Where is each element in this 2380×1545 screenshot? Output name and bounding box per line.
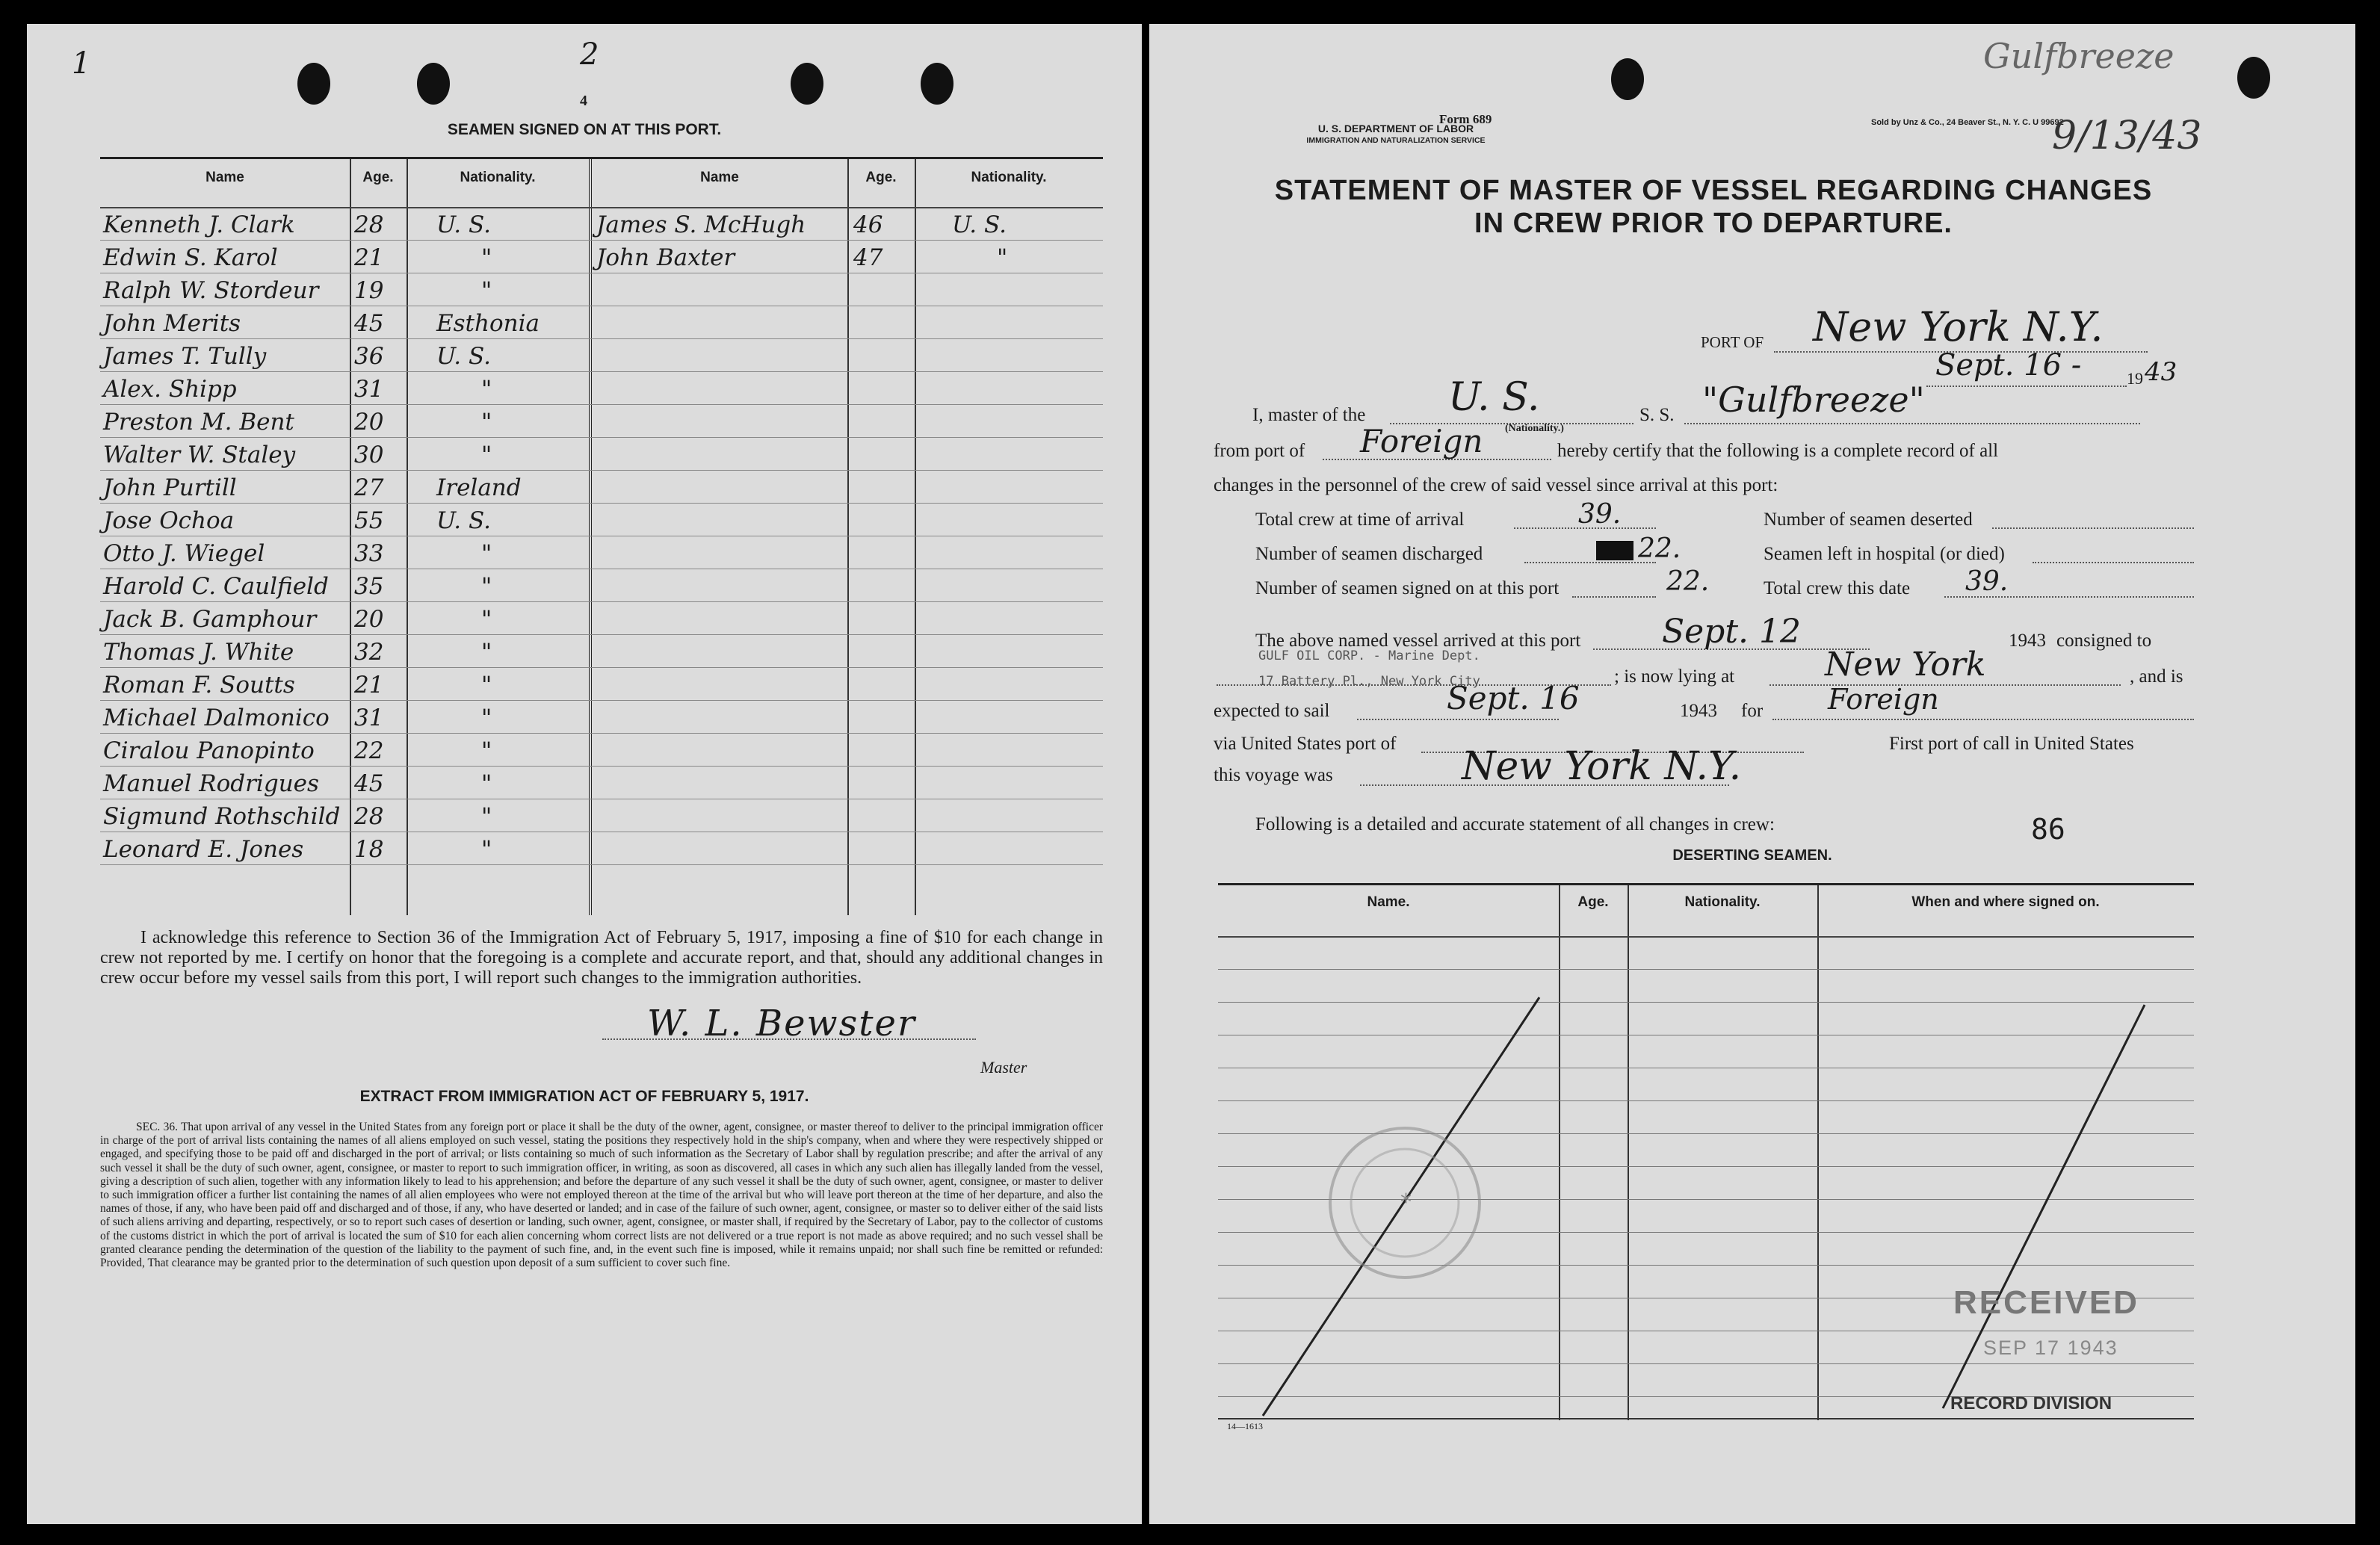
total-crew-date-label: Total crew this date bbox=[1764, 578, 1911, 598]
seaman-name: Jose Ochoa bbox=[103, 507, 235, 534]
lying-value: New York bbox=[1825, 645, 1986, 684]
vessel-nationality: U. S. bbox=[1448, 375, 1540, 420]
for-label: for bbox=[1741, 701, 1764, 721]
col-header-nationality: Nationality. bbox=[460, 170, 536, 185]
seaman-age: 19 bbox=[354, 277, 384, 304]
table-row bbox=[100, 240, 1103, 273]
signed-on-label: Number of seamen signed on at this port bbox=[1255, 578, 1560, 598]
seaman-name: Thomas J. White bbox=[103, 639, 294, 666]
seaman-nationality: " bbox=[481, 573, 492, 600]
year-print: 19 bbox=[2127, 369, 2143, 388]
col-header-signed-on: When and where signed on. bbox=[1911, 894, 2100, 910]
form-title: STATEMENT OF MASTER OF VESSEL REGARDING CHANGES bbox=[1274, 175, 2153, 206]
table-row bbox=[100, 306, 1103, 339]
seaman-nationality: " bbox=[481, 770, 492, 797]
table-row bbox=[100, 207, 1103, 241]
from-port-value: Foreign bbox=[1360, 423, 1483, 459]
corner-date: 9/13/43 bbox=[2052, 114, 2202, 158]
seaman-name: Roman F. Soutts bbox=[103, 672, 295, 699]
deserting-table bbox=[1218, 883, 2194, 1420]
expected-label: expected to sail bbox=[1214, 701, 1330, 721]
seaman-name: Ciralou Panopinto bbox=[103, 737, 315, 764]
seaman-name: John Baxter bbox=[596, 244, 735, 271]
year-value: 43 bbox=[2145, 357, 2177, 387]
discharged-label: Number of seamen discharged bbox=[1255, 544, 1483, 564]
right-page bbox=[1149, 24, 2355, 1524]
table-row bbox=[100, 799, 1103, 832]
seaman-name: Alex. Shipp bbox=[103, 376, 237, 403]
seaman-name: John Merits bbox=[103, 310, 241, 337]
consignee-line-2: 17 Battery Pl., New York City bbox=[1258, 674, 1480, 689]
seller-note: Sold by Unz & Co., 24 Beaver St., N. Y. C. U 99692 bbox=[1871, 118, 2064, 127]
extract-text: SEC. 36. That upon arrival of any vessel in the United States from any foreign port or place it shall be the duty of the owner, agent, consignee, or master thereof to deliver to the principal immigration officer in charge of the port of arrival lists containing the names of all aliens employed on such vessel, stating the positions they respectively hold in the ship's company, when and where they were respectively shipped or engaged, and specifying those to be paid off and discharged in the port of arrival; or lists containing so much of such information as the Secretary of Labor shall by regulation prescribe; and after the arrival of any such vessel it shall be the duty of such owner, agent, consignee, or master to report to such immigration officer, in writing, as soon as discovered, all cases in which any such alien has illegally landed from the vessel, giving a description of such alien, together with any information likely to lead to his apprehension; and before the departure of any such vessel it shall be the duty of such owner, agent, consignee, or master to deliver to such immigration officer a further list containing the names of all alien employees who were not employed thereon at the time of the arrival but who will leave port thereon at the time of her departure, and also the names of those, if any, who have been paid off and discharged and of those, if any, who have deserted or landed; and in case of the failure of such owner, agent, consignee, or master so to deliver either of the said lists of such aliens arriving and departing, respectively, or so to report such cases of desertion or landing, such owner, agent, consignee, or master shall, if required by the Secretary of Labor, pay to the collector of customs of the customs district in which the port of arrival is located the sum of $10 for each alien concerning whom correct lists are not delivered or a true report is not made as above required; and no such vessel shall be granted clearance pending the determination of the question of the liability to the payment of such fine, and, in the event such fine is imposed, while it remains unpaid; nor shall such fine be remitted or refunded: Provided, That clearance may be granted prior to the determination of such question upon deposit of a sum sufficient to cover such fine. bbox=[100, 1121, 1103, 1270]
left-page bbox=[27, 24, 1142, 1524]
seaman-nationality: " bbox=[481, 540, 492, 567]
seaman-nationality: " bbox=[481, 737, 492, 764]
seaman-age: 32 bbox=[354, 639, 384, 666]
consignee-line-1: GULF OIL CORP. - Marine Dept. bbox=[1258, 648, 1480, 663]
seaman-nationality: " bbox=[481, 639, 492, 666]
seaman-age: 36 bbox=[354, 343, 384, 370]
nationality-caption: (Nationality.) bbox=[1505, 423, 1564, 434]
acknowledgment-text: I acknowledge this reference to Section 36 of the Immigration Act of February 5, 1917, imposing a fine of $10 for each change in crew not reported by me. I certify on honor that the foregoing is a complete and accurate report, and that, should any additional changes in crew occur before my vessel sails from this port, I will report such changes to the immigration authorities. bbox=[100, 928, 1103, 988]
discharged-value: 22. bbox=[1638, 533, 1681, 564]
seaman-nationality: " bbox=[481, 836, 492, 863]
seaman-nationality: " bbox=[481, 803, 492, 830]
deserting-title: DESERTING SEAMEN. bbox=[1672, 847, 1832, 864]
via-label: via United States port of bbox=[1214, 734, 1397, 754]
form-subtitle: IN CREW PRIOR TO DEPARTURE. bbox=[1474, 208, 1953, 239]
lying-label: ; is now lying at bbox=[1614, 666, 1735, 687]
punch-hole bbox=[2237, 57, 2270, 99]
seaman-age: 20 bbox=[354, 606, 384, 633]
seaman-nationality: " bbox=[481, 376, 492, 403]
seaman-age: 20 bbox=[354, 409, 384, 436]
seaman-age: 21 bbox=[354, 244, 384, 271]
for-value: Foreign bbox=[1828, 683, 1939, 716]
seaman-name: James T. Tully bbox=[103, 343, 267, 370]
table-row bbox=[100, 569, 1103, 602]
seaman-age: 33 bbox=[354, 540, 384, 567]
table-row bbox=[100, 832, 1103, 865]
arrived-date: Sept. 12 bbox=[1662, 613, 1801, 651]
corner-mark: 2 bbox=[580, 37, 599, 72]
seaman-name: John Purtill bbox=[103, 474, 237, 501]
table-row bbox=[100, 437, 1103, 471]
service: IMMIGRATION AND NATURALIZATION SERVICE bbox=[1306, 136, 1486, 145]
corner-mark: 1 bbox=[72, 46, 91, 81]
expected-date: Sept. 16 bbox=[1447, 680, 1580, 716]
department: U. S. DEPARTMENT OF LABOR bbox=[1317, 123, 1474, 134]
punch-hole bbox=[1611, 58, 1644, 100]
punch-hole bbox=[417, 63, 450, 105]
punch-hole bbox=[297, 63, 330, 105]
seaman-name: Otto J. Wiegel bbox=[103, 540, 265, 567]
seaman-name: Harold C. Caulfield bbox=[103, 573, 329, 600]
following-text: Following is a detailed and accurate statement of all changes in crew: bbox=[1255, 814, 1775, 835]
seaman-age: 31 bbox=[354, 376, 384, 403]
seaman-nationality: " bbox=[481, 672, 492, 699]
punch-hole bbox=[791, 63, 823, 105]
sheet-number: 86 bbox=[2031, 813, 2065, 846]
seaman-nationality: U. S. bbox=[952, 211, 1007, 238]
seaman-age: 30 bbox=[354, 442, 384, 468]
seaman-age: 55 bbox=[354, 507, 384, 534]
voyage-label: this voyage was bbox=[1214, 765, 1333, 785]
master-signature: W. L. Bewster bbox=[647, 1003, 916, 1044]
col-header-age: Age. bbox=[362, 170, 394, 185]
seaman-age: 22 bbox=[354, 737, 384, 764]
port-label: PORT OF bbox=[1701, 333, 1764, 351]
seaman-name: Michael Dalmonico bbox=[103, 705, 330, 731]
footer-code: 14—1613 bbox=[1227, 1421, 1263, 1431]
seaman-nationality: U. S. bbox=[436, 507, 491, 534]
col-header-name-2: Name bbox=[700, 170, 739, 185]
table-row bbox=[100, 667, 1103, 701]
table-row bbox=[100, 601, 1103, 635]
total-crew-arrival-label: Total crew at time of arrival bbox=[1255, 510, 1465, 530]
voyage-value: New York N.Y. bbox=[1462, 744, 1742, 789]
total-crew-date: 39. bbox=[1965, 566, 2009, 597]
redaction-mark bbox=[1596, 541, 1633, 560]
received-stamp: RECEIVED bbox=[1953, 1284, 2139, 1321]
ship-name: "Gulfbreeze" bbox=[1702, 380, 1925, 420]
seaman-age: 45 bbox=[354, 770, 384, 797]
seaman-nationality: " bbox=[481, 244, 492, 271]
seaman-age: 47 bbox=[853, 244, 883, 271]
received-date-stamp: SEP 17 1943 bbox=[1983, 1337, 2118, 1359]
changes-text: changes in the personnel of the crew of said vessel since arrival at this port: bbox=[1214, 475, 1778, 495]
seaman-age: 28 bbox=[354, 211, 384, 238]
punch-hole bbox=[921, 63, 953, 105]
table-row bbox=[100, 733, 1103, 767]
form-number: Form 689 bbox=[1439, 112, 1492, 126]
table-row bbox=[100, 766, 1103, 799]
seaman-name: James S. McHugh bbox=[596, 211, 806, 238]
seaman-nationality: U. S. bbox=[436, 211, 491, 238]
seaman-nationality: " bbox=[997, 244, 1008, 271]
table-row bbox=[100, 470, 1103, 504]
seaman-age: 45 bbox=[354, 310, 384, 337]
seaman-nationality: " bbox=[481, 277, 492, 304]
seaman-nationality: " bbox=[481, 606, 492, 633]
master-label: Master bbox=[980, 1058, 1027, 1077]
seaman-nationality: U. S. bbox=[436, 343, 491, 370]
col-header-name: Name. bbox=[1367, 894, 1410, 910]
deserted-label: Number of seamen deserted bbox=[1764, 510, 1973, 530]
ss-label: S. S. bbox=[1639, 405, 1675, 425]
round-stamp bbox=[1308, 1109, 1502, 1296]
col-header-nationality: Nationality. bbox=[1684, 894, 1761, 910]
master-of-label: I, master of the bbox=[1252, 405, 1366, 425]
page-number: 4 bbox=[580, 93, 587, 109]
seaman-age: 27 bbox=[354, 474, 384, 501]
from-port-label: from port of bbox=[1214, 441, 1305, 461]
col-header-name: Name bbox=[205, 170, 244, 185]
table-row bbox=[100, 404, 1103, 438]
arrived-year: 1943 bbox=[2009, 631, 2046, 651]
seaman-nationality: Ireland bbox=[436, 474, 522, 501]
corner-ship-name: Gulfbreeze bbox=[1983, 36, 2175, 76]
seaman-name: Sigmund Rothschild bbox=[103, 803, 341, 830]
col-header-age: Age. bbox=[1577, 894, 1609, 910]
page-title: SEAMEN SIGNED ON AT THIS PORT. bbox=[447, 121, 722, 138]
seaman-age: 31 bbox=[354, 705, 384, 731]
date-value: Sept. 16 - bbox=[1935, 348, 2082, 383]
certify-text: hereby certify that the following is a complete record of all bbox=[1557, 441, 1999, 461]
svg-text:*: * bbox=[1400, 1189, 1412, 1216]
table-row bbox=[100, 503, 1103, 536]
crew-table bbox=[100, 157, 1103, 915]
seaman-name: Ralph W. Stordeur bbox=[103, 277, 319, 304]
table-row bbox=[100, 634, 1103, 668]
seaman-age: 46 bbox=[853, 211, 883, 238]
seaman-name: Walter W. Staley bbox=[103, 442, 296, 468]
seaman-age: 21 bbox=[354, 672, 384, 699]
table-row bbox=[100, 273, 1103, 306]
seaman-age: 18 bbox=[354, 836, 384, 863]
table-row bbox=[100, 700, 1103, 734]
table-row bbox=[100, 536, 1103, 569]
table-row bbox=[100, 338, 1103, 372]
seaman-nationality: " bbox=[481, 442, 492, 468]
arrived-label: The above named vessel arrived at this port bbox=[1255, 631, 1581, 651]
seaman-nationality: Esthonia bbox=[436, 310, 540, 337]
record-division-stamp: RECORD DIVISION bbox=[1950, 1393, 2112, 1414]
seaman-name: Edwin S. Karol bbox=[103, 244, 278, 271]
seaman-name: Kenneth J. Clark bbox=[103, 211, 295, 238]
seaman-name: Leonard E. Jones bbox=[103, 836, 304, 863]
signed-on-value: 22. bbox=[1666, 566, 1710, 597]
seaman-age: 35 bbox=[354, 573, 384, 600]
and-is-text: , and is bbox=[2130, 666, 2183, 687]
hospital-label: Seamen left in hospital (or died) bbox=[1764, 544, 2005, 564]
seaman-age: 28 bbox=[354, 803, 384, 830]
extract-title: EXTRACT FROM IMMIGRATION ACT OF FEBRUARY 5, 1917. bbox=[359, 1088, 809, 1105]
consigned-label: consigned to bbox=[2056, 631, 2152, 651]
col-header-nationality-2: Nationality. bbox=[971, 170, 1047, 185]
seaman-name: Jack B. Gamphour bbox=[103, 606, 317, 633]
seaman-name: Preston M. Bent bbox=[103, 409, 294, 436]
seaman-name: Manuel Rodrigues bbox=[103, 770, 319, 797]
expected-year: 1943 bbox=[1680, 701, 1717, 721]
table-row bbox=[100, 371, 1103, 405]
port-value: New York N.Y. bbox=[1813, 303, 2104, 350]
first-port-label: First port of call in United States bbox=[1889, 734, 2134, 754]
seaman-nationality: " bbox=[481, 409, 492, 436]
total-crew-arrival: 39. bbox=[1578, 499, 1622, 530]
col-header-age-2: Age. bbox=[865, 170, 897, 185]
seaman-nationality: " bbox=[481, 705, 492, 731]
